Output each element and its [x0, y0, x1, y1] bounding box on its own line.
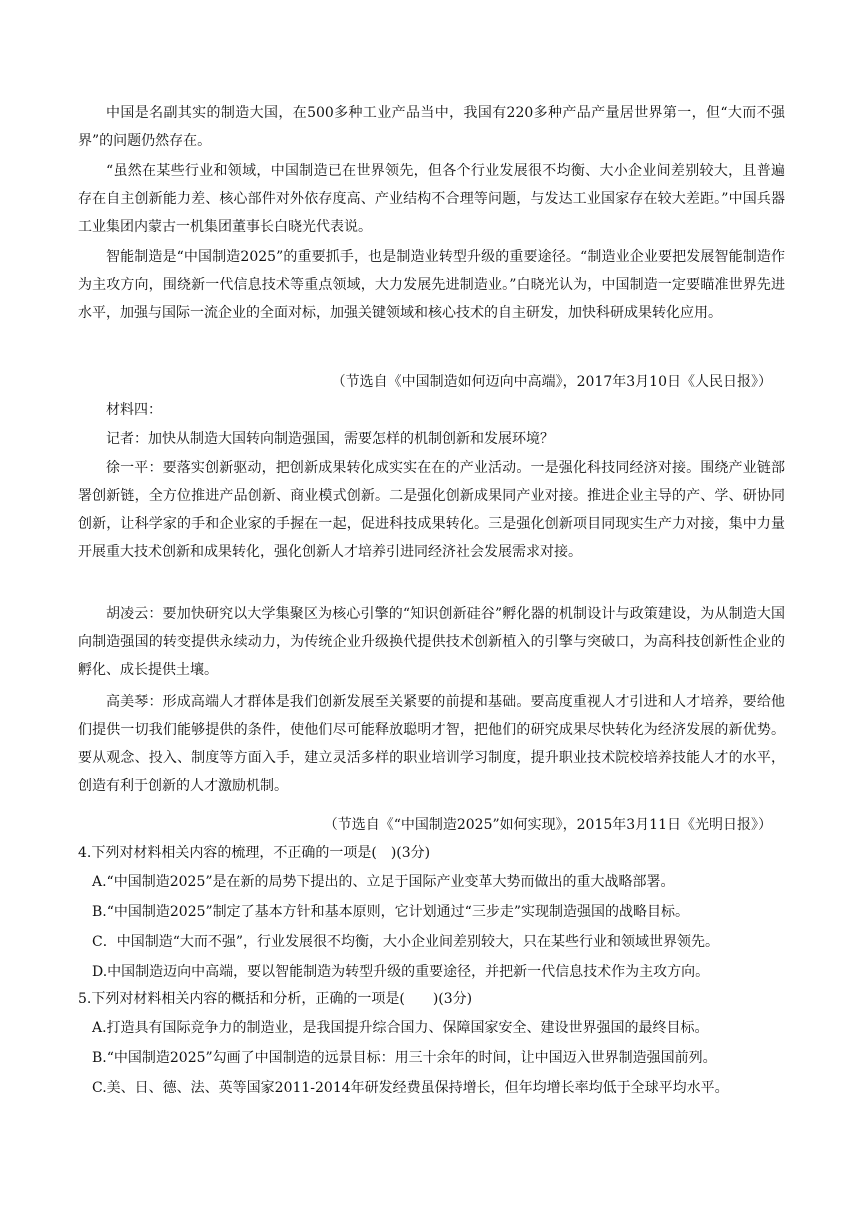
- question-4-option-b: B.“中国制造2025”制定了基本方针和基本原则，它计划通过“三步走”实现制造强国的战略目标。: [92, 904, 689, 920]
- question-5-option-b: B.“中国制造2025”勾画了中国制造的远景目标：用三十余年的时间，让中国迈入世界制造强国前列。: [92, 1050, 717, 1066]
- paragraph-5: 徐一平：要落实创新驱动，把创新成果转化成实实在在的产业活动。一是强化科技同经济对接。围绕产业链部署创新链，全方位推进产品创新、商业模式创新。二是强化创新成果同产业对接。推进企业主导的产、学、研协同创新，让科学家的手和企业家的手握在一起，促进科技成果转化。三是强化创新项目同现实生产力对接，集中力量开展重大技术创新和成果转化，强化创新人才培养引进同经济社会发展需求对接。: [78, 460, 785, 560]
- question-4-stem: 4.下列对材料相关内容的梳理，不正确的一项是( )(3分): [78, 845, 431, 861]
- paragraph-6: 胡凌云：要加快研究以大学集聚区为核心引擎的“知识创新硅谷”孵化器的机制设计与政策建设，为从制造大国向制造强国的转变提供永续动力，为传统企业升级换代提供技术创新植入的引擎与突破口，为高科技创新性企业的孵化、成长提供土壤。: [78, 606, 785, 678]
- question-4-option-a: A.“中国制造2025”是在新的局势下提出的、立足于国际产业变革大势而做出的重大战略部署。: [92, 874, 675, 890]
- material-4-label: 材料四：: [106, 402, 162, 418]
- source-citation-1: （节选自《中国制造如何迈向中高端》，2017年3月10日《人民日报》）: [331, 374, 772, 390]
- source-citation-2: （节选自《“中国制造2025”如何实现》，2015年3月11日《光明日报》）: [323, 817, 772, 833]
- question-5-option-c: C.美、日、德、法、英等国家2011-2014年研发经费虽保持增长，但年均增长率均低于全球平均水平。: [92, 1080, 729, 1096]
- paragraph-3: 智能制造是“中国制造2025”的重要抓手，也是制造业转型升级的重要途径。“制造业企业要把发展智能制造作为主攻方向，围绕新一代信息技术等重点领域，大力发展先进制造业。”白晓光认为，中国制造一定要瞄准世界先进水平，加强与国际一流企业的全面对标，加强关键领域和核心技术的自主研发，加快科研成果转化应用。: [78, 249, 785, 321]
- paragraph-4: 记者：加快从制造大国转向制造强国，需要怎样的机制创新和发展环境？: [106, 431, 554, 447]
- question-5-stem: 5.下列对材料相关内容的概括和分析，正确的一项是( )(3分): [78, 991, 473, 1007]
- paragraph-7: 高美琴：形成高端人才群体是我们创新发展至关紧要的前提和基础。要高度重视人才引进和人才培养，要给他们提供一切我们能够提供的条件，使他们尽可能释放聪明才智，把他们的研究成果尽快转化为经济发展的新优势。要从观念、投入、制度等方面入手，建立灵活多样的职业培训学习制度，提升职业技术院校培养技能人才的水平，创造有利于创新的人才激励机制。: [78, 694, 785, 794]
- question-4-option-d: D.中国制造迈向中高端，要以智能制造为转型升级的重要途径，并把新一代信息技术作为主攻方向。: [92, 964, 710, 980]
- question-5-option-a: A.打造具有国际竞争力的制造业，是我国提升综合国力、保障国家安全、建设世界强国的最终目标。: [92, 1020, 709, 1036]
- paragraph-2: “虽然在某些行业和领域，中国制造已在世界领先，但各个行业发展很不均衡、大小企业间差别较大，且普遍存在自主创新能力差、核心部件对外依存度高、产业结构不合理等问题，与发达工业国家存在较大差距。”中国兵器工业集团内蒙古一机集团董事长白晓光代表说。: [78, 163, 785, 235]
- question-4-option-c: C．中国制造“大而不强”，行业发展很不均衡，大小企业间差别较大，只在某些行业和领域世界领先。: [92, 934, 720, 950]
- paragraph-1: 中国是名副其实的制造大国，在500多种工业产品当中，我国有220多种产品产量居世界第一，但“大而不强界”的问题仍然存在。: [78, 105, 785, 149]
